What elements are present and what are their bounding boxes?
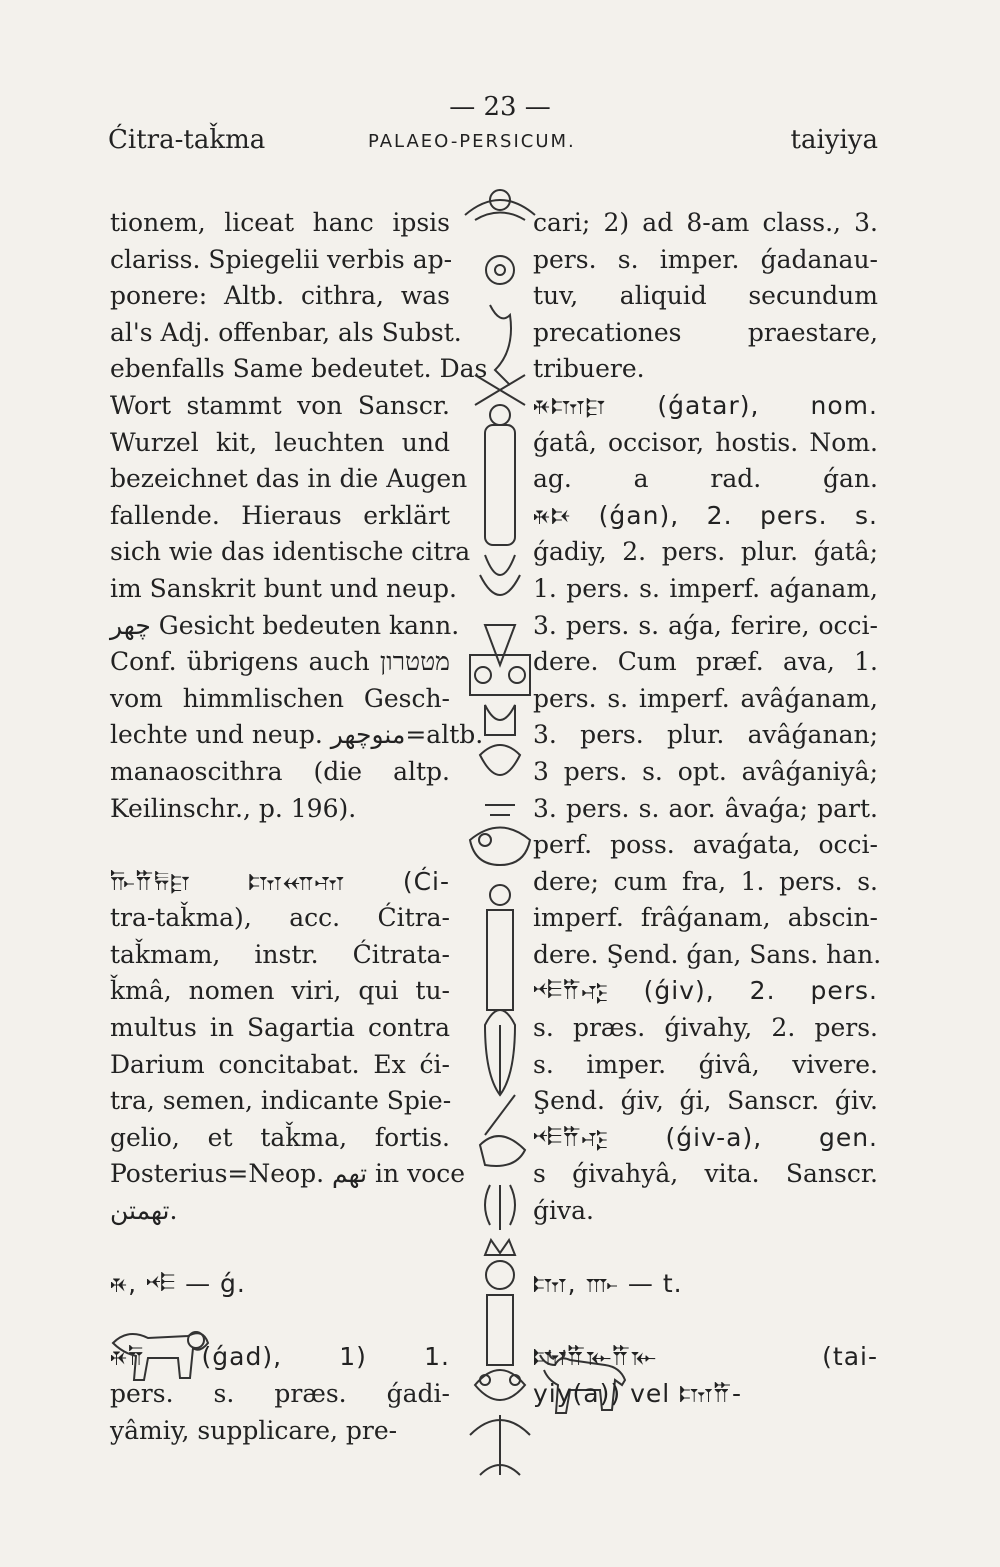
running-head [108,125,878,165]
text-line: tra, semen, indicante Spie- [110,1086,452,1116]
text-line: imperf. frâǵanam, abscin- [533,903,878,933]
text-line: 𐎩𐎭 (ǵad), 1) 1. [110,1342,450,1372]
text-line: ǵiva. [533,1196,594,1226]
text-line: s ǵivahyâ, vita. Sanscr. [533,1159,878,1189]
text-line: 3. pers. plur. avâǵanan; [533,720,878,750]
text-line: precationes praestare, [533,317,878,347]
text-line: 3 pers. s. opt. avâǵaniyâ; [533,756,878,786]
text-line: sich wie das identische citra [110,537,471,567]
text-line: 3. pers. s. aor. âvaǵa; part. [533,793,878,823]
text-line: ag. a rad. ǵan. [533,464,878,494]
text-line: چهر Gesicht bedeuten kann. [110,610,460,640]
text-line [110,1230,450,1267]
text-line: dere. Şend. ǵan, Sans. han. [533,939,882,969]
text-line: pers. s. imper. ǵadanau- [533,244,878,274]
text-line: ebenfalls Same bedeutet. Das [110,354,488,384]
running-head-left: Ćitra-taǩma [108,125,266,155]
text-line: taǩmam, instr. Ćitrata- [110,939,450,969]
text-line: dere. Cum præf. ava, 1. [533,647,878,677]
text-line: clariss. Spiegelii verbis ap- [110,244,453,274]
text-line: ǵadiy, 2. pers. plur. ǵatâ; [533,537,878,567]
text-line [533,1230,878,1267]
text-line: 𐎩, 𐎪 — ǵ. [110,1269,246,1299]
text-line: vom himmlischen Gesch- [110,683,450,713]
text-line: s. imper. ǵivâ, vivere. [533,1049,878,1079]
text-line: dere; cum fra, 1. pers. s. [533,866,878,896]
text-line: cari; 2) ad 8-am class., 3. [533,208,878,237]
right-column [533,205,882,1413]
text-line [110,827,450,864]
text-line: im Sanskrit bunt und neup. [110,573,457,603]
text-line: tribuere. [533,354,645,384]
text-line [533,1303,878,1340]
text-line: pers. s. imperf. avâǵanam, [533,683,878,713]
ornamental-column-icon [455,175,545,1495]
text-line: perf. poss. avaǵata, occi- [533,830,878,860]
text-line: ponere: Altb. cithra, was [110,281,450,311]
page-number: — 23 — [449,92,551,122]
text-line: al's Adj. offenbar, als Subst. [110,317,462,347]
text-line: Wort stammt von Sanscr. [110,390,450,420]
text-line: 𐎪𐎡𐎺 (ǵiv-a), gen. [533,1122,878,1152]
text-line: Şend. ǵiv, ǵi, Sanscr. ǵiv. [533,1086,878,1116]
text-line: Posterius=Neop. تهم in voce [110,1159,466,1189]
text-line: ǩmâ, nomen viri, qui tu- [110,976,450,1006]
text-line: multus in Sagartia contra [110,1013,450,1043]
running-head-center: PALAEO-PERSICUM. [368,131,576,152]
text-line: 𐎪𐎡𐎺 (ǵiv), 2. pers. [533,976,878,1006]
text-line: Darium concitabat. Ex ći- [110,1049,450,1079]
text-line: yiy(a)) vel 𐎫𐎡- [533,1379,743,1408]
text-line: Keilinschr., p. 196). [110,793,357,823]
running-head-right: taiyiya [790,125,878,155]
text-line: Wurzel kit, leuchten und [110,427,450,457]
text-line: s. præs. ǵivahy, 2. pers. [533,1013,878,1043]
text-line: manaoscithra (die altp. [110,756,450,786]
text-line: lechte und neup. منوچهر=altb. [110,720,484,750]
text-line: pers. s. præs. ǵadi- [110,1379,450,1408]
text-line: 𐎨𐎡𐏂𐎼 𐎫𐎧𐎶 (Ći- [110,866,450,896]
text-line: Conf. übrigens auch מטטרון [110,647,450,677]
text-line: fallende. Hieraus erklärt [110,500,450,530]
text-line: 𐎩𐎫𐎼 (ǵatar), nom. [533,390,878,420]
text-line: 𐎩𐎴 (ǵan), 2. pers. s. [533,500,878,530]
text-line: tuv, aliquid secundum [533,281,878,311]
text-line: تهمتن. [110,1196,178,1226]
text-line: 1. pers. s. imperf. aǵanam, [533,573,878,603]
text-line: 𐎫𐎡𐎹𐎡𐎹 (tai- [533,1342,878,1372]
text-line: bezeichnet das in die Augen [110,464,468,494]
left-column [110,205,488,1449]
text-line: tionem, liceat hanc ipsis [110,208,450,237]
text-line: yâmiy, supplicare, pre- [110,1415,398,1445]
text-line: ǵatâ, occisor, hostis. Nom. [533,427,878,457]
text-line: 3. pers. s. aǵa, ferire, occi- [533,610,878,640]
text-line: 𐎫, 𐎬 — t. [533,1269,683,1299]
text-line: gelio, et taǩma, fortis. [110,1122,450,1152]
text-line: tra-taǩma), acc. Ćitra- [110,903,450,933]
lion-icon [108,1318,213,1393]
